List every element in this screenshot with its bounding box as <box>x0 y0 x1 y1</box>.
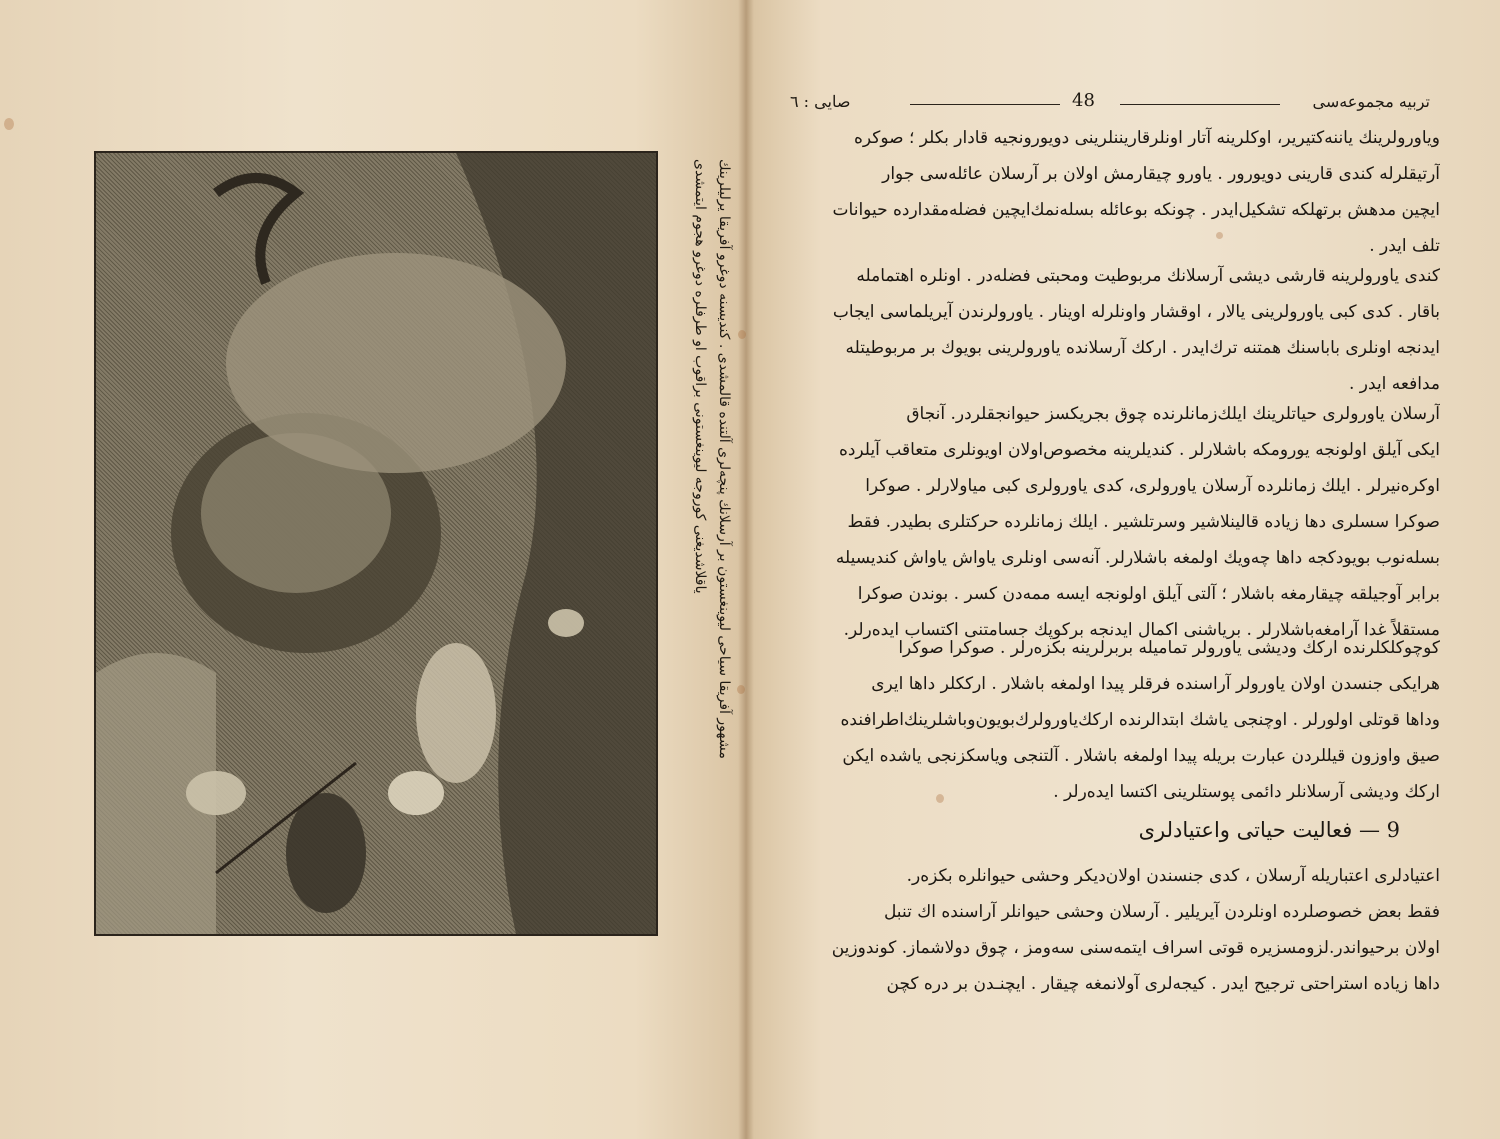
text-line: ایکی آیلق اولونجه یورومکه باشلارلر . کندیلرینه مخصوص‌اولان اویونلری متعاقب آیلرده <box>838 440 1440 460</box>
text-line: وداها قوتلی اولورلر . اوچنجی یاشك ابتدالرنده ارکك‌یاورولرك‌بویون‌وباشلرینك‌اطرافنده <box>840 710 1440 730</box>
paragraph <box>780 396 1440 648</box>
illustration-caption <box>662 151 732 932</box>
text-line: ارکك ودیشی آرسلانلر دائمی پوستلرینی اکتسا ایده‌رلر . <box>1053 782 1440 802</box>
caption-line: مشهور آفریقا سیاحی لیوینغستون بر آرسلانك پنچه‌لری آلتنده قالمشدی . کندیسنه دوغرو آفریقا یرلیلرینك <box>716 159 732 759</box>
issue-number: صایی : ٦ <box>790 92 851 111</box>
text-line: ویاورولرینك یاننه‌کتیریر، اوکلرینه آتار اونلرقاریننلرینی دویورونجیه قادار بکلر ؛ صوکره <box>853 128 1440 148</box>
header-rule <box>910 104 1060 105</box>
text-line: مدافعه ایدر . <box>1349 374 1440 394</box>
text-line: داها زیاده استراحتی ترجیح ایدر . کیجه‌لری آولانمغه چیقار . ایچنـدن بر دره کچن <box>886 974 1440 994</box>
paper-stain <box>737 685 745 694</box>
text-line: آرتیقلرله کندی قارینی دویورور . یاورو چیقارمش اولان بر آرسلان عائله‌سی جوار <box>882 164 1440 184</box>
text-line: آرسلان یاورولری حیاتلرینك ایلك‌زمانلرنده چوق بجریکسز حیوانجقلردر. آنجاق <box>906 404 1440 424</box>
paragraph <box>780 630 1440 810</box>
header-rule <box>1120 104 1280 105</box>
text-line: برابر آوجیلقه چیقارمغه باشلار ؛ آلتی آیلق اولونجه ایسه ممه‌دن کسر . بوندن صوکرا <box>857 584 1440 604</box>
section-text <box>780 858 1440 1008</box>
page-number: 48 <box>1072 90 1095 111</box>
text-line: صوکرا سسلری دها زیاده قالینلاشیر وسرتلشیر . ایلك زمانلرده حرکتلری بطیدر. فقط <box>847 512 1440 532</box>
paragraph <box>780 120 1440 264</box>
text-line: هرایکی جنسدن اولان یاورولر آراسنده فرقلر پیدا اولمغه باشلار . ارککلر داها ایری <box>871 674 1440 694</box>
series-title: تربیه مجموعه‌سی <box>1312 92 1430 111</box>
text-line: مستقلاً غدا آرامغه‌باشلارلر . بریاشنی اکمال ایدنجه برکوپك جسامتنی اکتساب ایده‌رلر. <box>843 620 1440 640</box>
paragraph <box>780 858 1440 1002</box>
text-line: بسله‌نوب بویودکجه داها چه‌ویك اولمغه باشلارلر. آنه‌سی اونلری یاواش یاواش کندیسیله <box>835 548 1440 568</box>
text-line: تلف ایدر . <box>1369 236 1440 256</box>
text-line: فقط بعض خصوصلرده اونلردن آیریلیر . آرسلان وحشی حیوانلر آراسنده اك تنبل <box>883 902 1440 922</box>
text-line: صیق واوزون قیللردن عبارت بریله پیدا اولمغه باشلار . آلتنجی ویاسکزنجی یاشده ایکن <box>842 746 1440 766</box>
section-heading: 9 — فعالیت حیاتی واعتیادلری <box>1138 818 1400 842</box>
text-line: ایدنجه اونلری باباسنك همتنه ترك‌ایدر . ارکك آرسلانده یاورولرینی بویوك بر مربوطیتله <box>845 338 1440 358</box>
engraving-illustration <box>94 151 658 936</box>
text-line: کوچوکلکلرنده ارکك ودیشی یاورولر تماميله بربرلرینه بکزه‌رلر . صوکرا صوکرا <box>898 638 1440 658</box>
paragraph <box>780 258 1440 402</box>
text-line: ایچین مدهش برتهلکه تشکیل‌ایدر . چونکه بوعائله بسله‌نمك‌ایچین فضله‌مقدارده حیوانات <box>832 200 1440 220</box>
paper-stain <box>738 330 746 339</box>
text-line: باقار . کدی کبی یاورولرینی یالار ، اوقشار واونلرله اوینار . یاورولرندن آیریلماسی ایجاب <box>832 302 1440 322</box>
caption-line: یاقلاشدیغنی کوروجه لیوینغستونی براقوب او طرفلره دوغرو هجوم ایتمشدی <box>692 159 708 594</box>
text-line: اعتیادلری اعتباریله آرسلان ، کدی جنسندن اولان‌دیکر وحشی حیوانلره بکزه‌ر. <box>906 866 1440 886</box>
text-line: کندی یاورولرینه قارشی دیشی آرسلانك مربوطیت ومحبتی فضله‌در . اونلره اهتمامله <box>856 266 1440 286</box>
running-header <box>790 92 1430 116</box>
text-line: اوکره‌نیرلر . ایلك زمانلرده آرسلان یاورولری، کدی یاورولری کبی میاولارلر . صوکرا <box>865 476 1440 496</box>
text-line: اولان برحیواندر.لزومسزیره قوتی اسراف ایتمه‌سنی سه‌ومز ، چوق دولاشماز. کوندوزین <box>831 938 1440 958</box>
book-gutter <box>738 0 754 1139</box>
main-text <box>780 120 1440 810</box>
paper-stain <box>4 118 14 130</box>
